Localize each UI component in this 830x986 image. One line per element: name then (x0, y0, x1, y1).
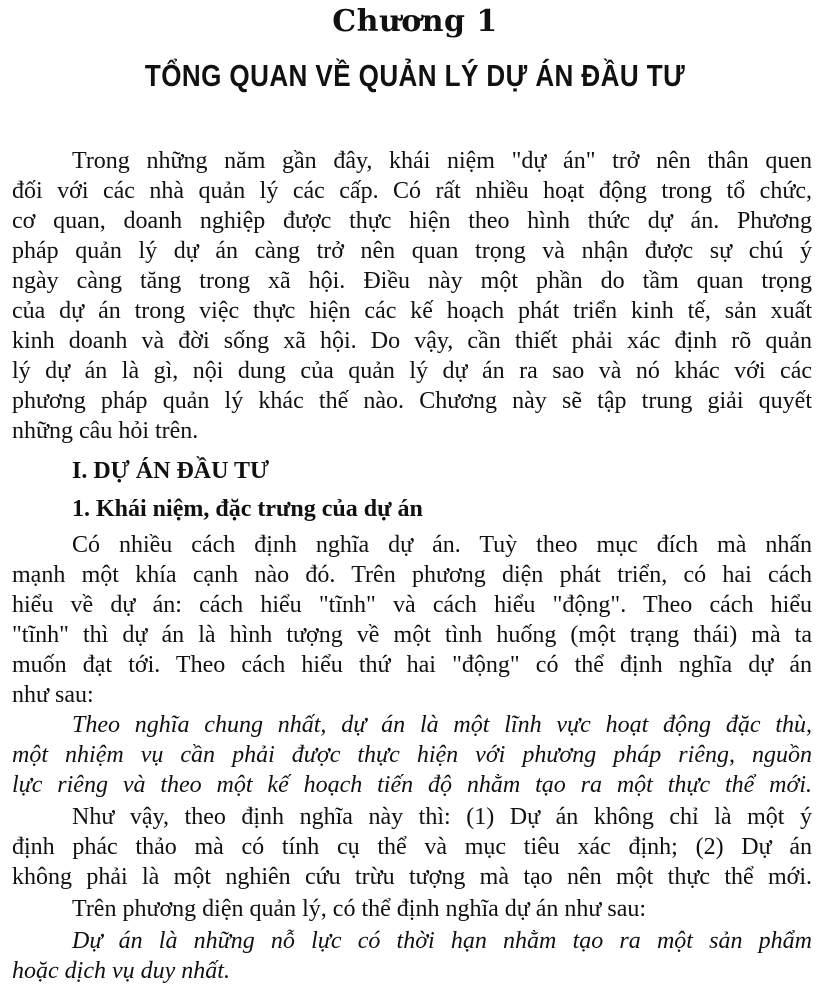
paragraph-line: muốn đạt tới. Theo cách hiểu thứ hai "động" có thể định nghĩa dự án (12, 652, 812, 678)
intro-line: Trong những năm gần đây, khái niệm "dự án" trở nên thân quen (72, 148, 812, 174)
intro-line: kinh doanh và đời sống xã hội. Do vậy, cần thiết phải xác định rõ quản (12, 328, 812, 354)
intro-line: lý dự án là gì, nội dung của quản lý dự án ra sao và nó khác với các (12, 358, 812, 384)
paragraph-line: không phải là một nghiên cứu trừu tượng mà tạo nên một thực thể mới. (12, 864, 812, 890)
intro-line: phương pháp quản lý khác thế nào. Chương này sẽ tập trung giải quyết (12, 388, 812, 414)
paragraph-line: Như vậy, theo định nghĩa này thì: (1) Dự án không chỉ là một ý (72, 804, 812, 830)
paragraph-line: như sau: (12, 682, 94, 708)
paragraph-line: Trên phương diện quản lý, có thể định nghĩa dự án như sau: (72, 896, 647, 922)
definition-line: hoặc dịch vụ duy nhất. (12, 958, 230, 984)
intro-line: cơ quan, doanh nghiệp được thực hiện theo hình thức dự án. Phương (12, 208, 812, 234)
paragraph-line: "tĩnh" thì dự án là hình tượng về một tình huống (một trạng thái) mà ta (12, 622, 812, 648)
definition-line: một nhiệm vụ cần phải được thực hiện với phương pháp riêng, nguồn (12, 742, 812, 768)
chapter-label: Chương 1 (332, 4, 498, 39)
paragraph-line: Có nhiều cách định nghĩa dự án. Tuỳ theo mục đích mà nhấn (72, 532, 812, 558)
definition-line: lực riêng và theo một kế hoạch tiến độ nhằm tạo ra một thực thể mới. (12, 772, 812, 798)
intro-line: những câu hỏi trên. (12, 418, 199, 444)
subsection-heading: 1. Khái niệm, đặc trưng của dự án (72, 496, 423, 522)
paragraph-line: hiểu về dự án: cách hiểu "tĩnh" và cách hiểu "động". Theo cách hiểu (12, 592, 812, 618)
intro-line: ngày càng tăng trong xã hội. Điều này một phần do tầm quan trọng (12, 268, 812, 294)
intro-line: pháp quản lý dự án càng trở nên quan trọng và nhận được sự chú ý (12, 238, 812, 264)
definition-line: Theo nghĩa chung nhất, dự án là một lĩnh vực hoạt động đặc thù, (72, 712, 812, 738)
chapter-title: TỔNG QUAN VỀ QUẢN LÝ DỰ ÁN ĐẦU TƯ (144, 58, 686, 93)
intro-line: của dự án trong việc thực hiện các kế hoạch phát triển kinh tế, sản xuất (12, 298, 812, 324)
intro-line: đối với các nhà quản lý các cấp. Có rất nhiều hoạt động trong tổ chức, (12, 178, 812, 204)
paragraph-line: định phác thảo mà có tính cụ thể và mục tiêu xác định; (2) Dự án (12, 834, 812, 860)
definition-line: Dự án là những nỗ lực có thời hạn nhằm tạo ra một sản phẩm (72, 928, 812, 954)
section-heading: I. DỰ ÁN ĐẦU TƯ (72, 458, 270, 484)
paragraph-line: mạnh một khía cạnh nào đó. Trên phương diện phát triển, có hai cách (12, 562, 812, 588)
